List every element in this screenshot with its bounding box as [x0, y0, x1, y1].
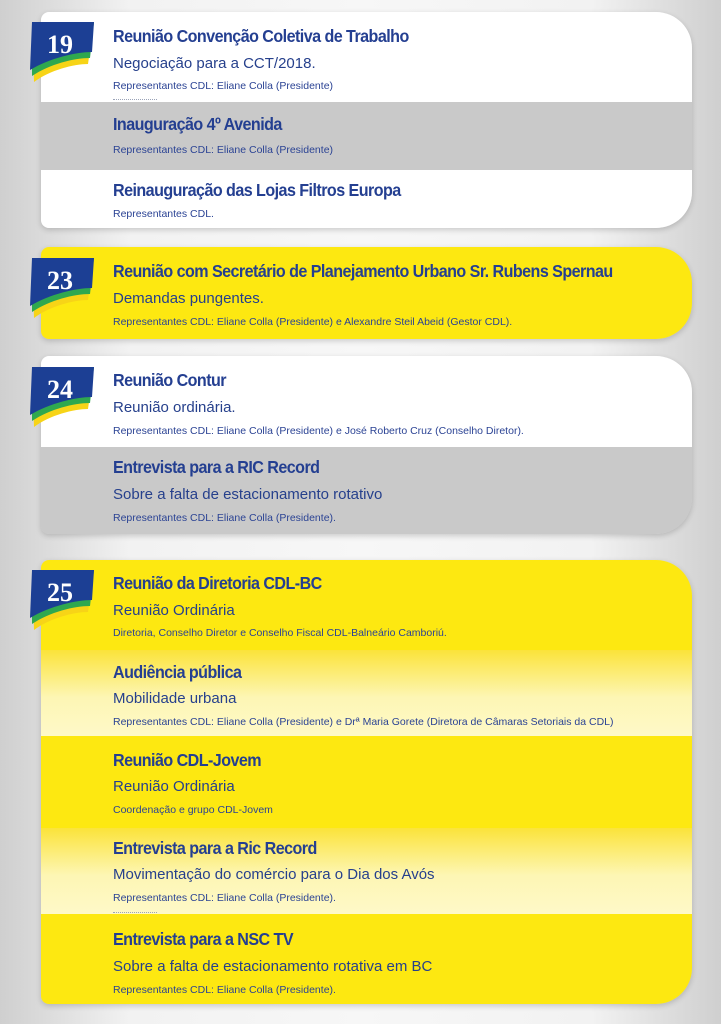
event-row	[41, 914, 692, 1004]
day-badge	[22, 568, 98, 632]
event-representatives: Representantes CDL: Eliane Colla (Presidente) e Alexandre Steil Abeid (Gestor CDL).	[113, 316, 513, 328]
day-25-group	[41, 560, 692, 1004]
event-title: Inauguração 4º Avenida	[113, 114, 282, 134]
event-row	[41, 356, 692, 447]
event-subtitle: Sobre a falta de estacionamento rotativo	[113, 486, 383, 503]
event-subtitle: Mobilidade urbana	[113, 690, 237, 707]
day-badge	[22, 365, 98, 429]
event-representatives: Representantes CDL: Eliane Colla (Presidente)	[113, 144, 334, 156]
event-representatives: Representantes CDL: Eliane Colla (Presidente).	[113, 892, 336, 904]
event-representatives: Representantes CDL: Eliane Colla (Presidente).	[113, 984, 336, 996]
event-representatives: Diretoria, Conselho Diretor e Conselho Fiscal CDL-Balneário Camboriú.	[113, 627, 447, 639]
event-title: Reunião com Secretário de Planejamento Urbano Sr. Rubens Spernau	[113, 261, 613, 281]
event-row	[41, 560, 692, 650]
event-representatives: Representantes CDL.	[113, 208, 214, 220]
event-representatives: Representantes CDL: Eliane Colla (Presidente)	[113, 80, 334, 92]
event-representatives: Representantes CDL: Eliane Colla (Presidente) e Drª Maria Gorete (Diretora de Câmaras Setoriais da CDL)	[113, 716, 614, 728]
event-title: Entrevista para a NSC TV	[113, 929, 294, 949]
event-subtitle: Demandas pungentes.	[113, 290, 264, 307]
event-row	[41, 12, 692, 102]
event-subtitle: Reunião Ordinária	[113, 602, 235, 619]
event-title: Reunião CDL-Jovem	[113, 750, 262, 770]
event-title: Reunião Contur	[113, 370, 227, 390]
event-subtitle: Movimentação do comércio para o Dia dos Avós	[113, 866, 435, 883]
event-subtitle: Sobre a falta de estacionamento rotativa em BC	[113, 958, 433, 975]
day-19-group	[41, 12, 692, 228]
event-row	[41, 828, 692, 914]
event-subtitle: Reunião Ordinária	[113, 778, 235, 795]
day-number: 19	[47, 30, 73, 59]
event-title: Audiência pública	[113, 662, 242, 682]
event-representatives: Representantes CDL: Eliane Colla (Presidente) e José Roberto Cruz (Conselho Diretor).	[113, 425, 524, 437]
event-row	[41, 170, 692, 228]
event-row	[41, 650, 692, 736]
dotted-divider	[113, 99, 157, 100]
day-number: 23	[47, 266, 73, 295]
event-representatives: Representantes CDL: Eliane Colla (Presidente).	[113, 512, 336, 524]
event-title: Reinauguração das Lojas Filtros Europa	[113, 180, 401, 200]
event-title: Entrevista para a Ric Record	[113, 838, 317, 858]
day-23-group	[41, 247, 692, 339]
event-row	[41, 736, 692, 828]
event-title: Reunião da Diretoria CDL-BC	[113, 573, 322, 593]
event-title: Entrevista para a RIC Record	[113, 457, 320, 477]
event-title: Reunião Convenção Coletiva de Trabalho	[113, 26, 409, 46]
event-subtitle: Negociação para a CCT/2018.	[113, 55, 316, 72]
event-representatives: Coordenação e grupo CDL-Jovem	[113, 804, 273, 816]
day-badge	[22, 20, 98, 84]
day-badge	[22, 256, 98, 320]
event-row	[41, 247, 692, 339]
event-row	[41, 447, 692, 534]
dotted-divider	[113, 912, 157, 913]
event-row	[41, 102, 692, 170]
event-subtitle: Reunião ordinária.	[113, 399, 236, 416]
day-number: 24	[47, 375, 73, 404]
day-number: 25	[47, 578, 73, 607]
day-24-group	[41, 356, 692, 534]
